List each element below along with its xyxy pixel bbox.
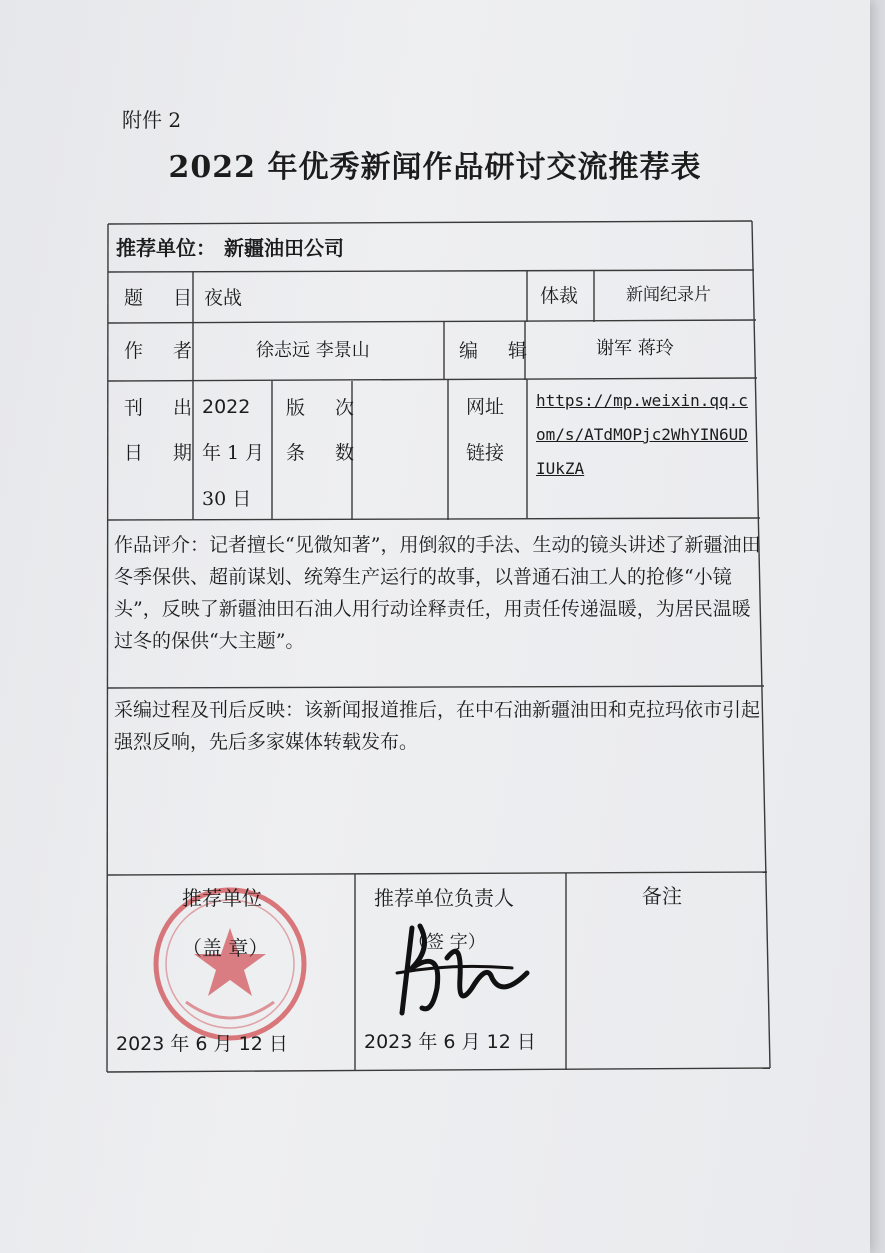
pub-date-label-1: 刊 出 — [124, 397, 205, 419]
leader-date: 2023 年 6 月 12 日 — [364, 1031, 536, 1053]
process-paragraph — [114, 694, 764, 758]
unit-seal-label: （盖 章） — [182, 936, 269, 960]
url-link[interactable]: https://mp.weixin.qq.com/s/ATdMOPjc2WhYIN6UDIUkZA — [536, 391, 748, 478]
review-label: 作品评介： — [114, 534, 210, 556]
url-label-1: 网址 — [466, 396, 505, 418]
review-text: 记者擅长“见微知著”，用倒叙的手法、生动的镜头讲述了新疆油田冬季保供、超前谋划、统筹生产运行的故事，以普通石油工人的抢修“小镜头”，反映了新疆油田石油人用行动诠释责任，用责任传递温暖，为居民温暖过冬的保供“大主题”。 — [114, 534, 761, 652]
recommender-label: 推荐单位： — [116, 236, 216, 260]
pub-date-value-3: 30 日 — [202, 488, 252, 510]
unit-date: 2023 年 6 月 12 日 — [116, 1033, 288, 1055]
unit-sign-label: 推荐单位 — [182, 886, 262, 910]
topic-label: 题 目 — [124, 287, 205, 309]
editor-value: 谢军 蒋玲 — [596, 338, 674, 359]
pub-date-label-2: 日 期 — [124, 442, 205, 464]
topic-value: 夜战 — [204, 287, 243, 309]
author-label: 作 者 — [124, 340, 205, 362]
signature-icon — [392, 918, 532, 1018]
recommender-value: 新疆油田公司 — [224, 236, 344, 260]
pub-date-value-2: 年 1 月 — [202, 442, 265, 464]
review-paragraph — [114, 529, 764, 657]
process-label: 采编过程及刊后反映： — [114, 699, 305, 721]
leader-sign-label: （签 字） — [408, 932, 486, 953]
page-title: 2022 年优秀新闻作品研讨交流推荐表 — [168, 150, 702, 185]
process-text: 该新闻报道推后，在中石油新疆油田和克拉玛依市引起强烈反响，先后多家媒体转载发布。 — [114, 699, 761, 753]
genre-value: 新闻纪录片 — [626, 285, 711, 305]
url-label-2: 链接 — [466, 442, 505, 464]
author-value: 徐志远 李景山 — [256, 340, 370, 361]
editor-label: 编 辑 — [459, 340, 540, 362]
remarks-label: 备注 — [642, 884, 682, 908]
edition-label-1: 版 次 — [286, 397, 367, 419]
leader-label: 推荐单位负责人 — [374, 886, 514, 910]
genre-label: 体裁 — [540, 285, 579, 307]
attachment-label: 附件 2 — [122, 108, 182, 132]
pub-date-value-1: 2022 — [202, 396, 251, 418]
edition-label-2: 条 数 — [286, 442, 367, 464]
